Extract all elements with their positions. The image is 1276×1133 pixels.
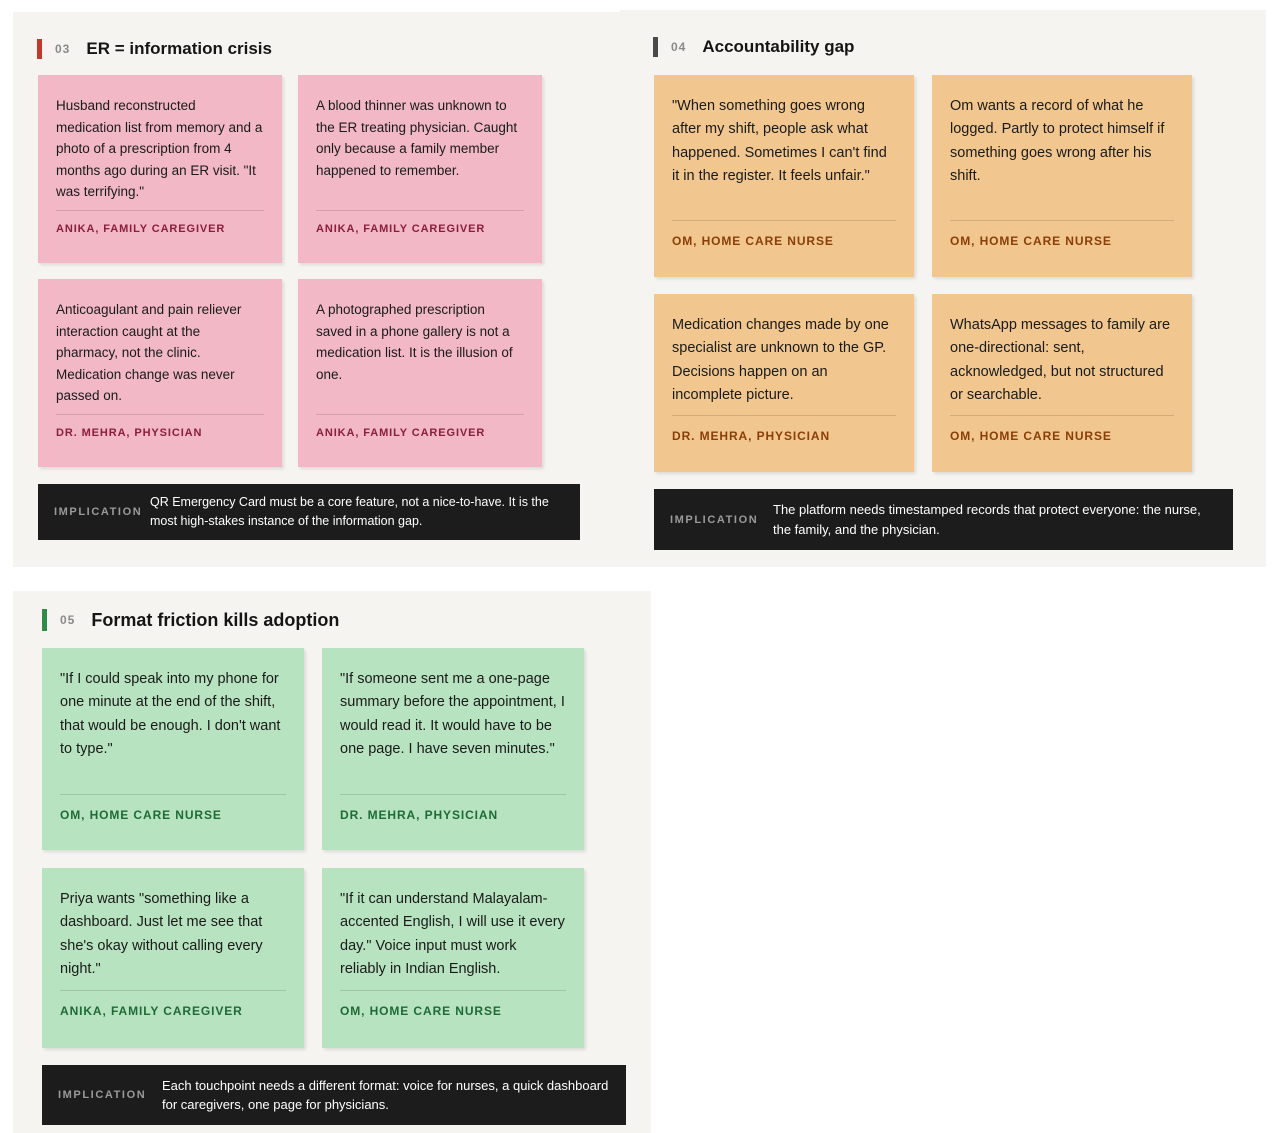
section-05-header — [42, 609, 339, 631]
insight-card — [298, 279, 542, 467]
insight-card — [654, 294, 914, 472]
implication-text: The platform needs timestamped records that protect everyone: the nurse, the family, and the physician. — [773, 502, 1201, 537]
card-attribution: ANIKA, FAMILY CAREGIVER — [316, 223, 486, 235]
card-divider — [672, 220, 896, 221]
card-divider — [56, 414, 264, 415]
insight-card — [42, 648, 304, 850]
card-quote: Anticoagulant and pain reliever interaction caught at the pharmacy, not the clinic. Medication change was never passed on. — [56, 302, 242, 403]
card-divider — [316, 210, 524, 211]
card-divider — [340, 794, 566, 795]
section-title: Accountability gap — [702, 37, 855, 56]
insight-card — [298, 75, 542, 263]
card-divider — [950, 220, 1174, 221]
section-title: Format friction kills adoption — [91, 609, 340, 630]
section-accent-bar — [653, 37, 658, 57]
implication-box — [654, 489, 1233, 550]
card-divider — [340, 990, 566, 991]
card-quote: Om wants a record of what he logged. Partly to protect himself if something goes wrong after his shift. — [950, 98, 1165, 184]
implication-label: IMPLICATION — [58, 1089, 147, 1101]
card-quote: Husband reconstructed medication list from memory and a photo of a prescription from 4 months ago during an ER visit. "It was terrifying." — [56, 98, 263, 199]
card-quote: "If I could speak into my phone for one minute at the end of the shift, that would be enough. I don't want to type." — [60, 671, 281, 757]
insight-card — [932, 75, 1192, 277]
card-quote: "If someone sent me a one-page summary before the appointment, I would read it. It would have to be one page. I have seven minutes." — [340, 671, 565, 757]
insight-card — [322, 868, 584, 1048]
section-number: 04 — [671, 40, 687, 54]
section-03-header — [37, 39, 272, 59]
insight-card — [38, 279, 282, 467]
card-divider — [672, 415, 896, 416]
section-04-header — [653, 37, 854, 57]
insight-card — [42, 868, 304, 1048]
card-quote: Medication changes made by one specialist are unknown to the GP. Decisions happen on an incomplete picture. — [672, 317, 889, 403]
section-accent-bar — [42, 609, 47, 631]
card-attribution: DR. MEHRA, PHYSICIAN — [56, 427, 203, 439]
card-divider — [60, 794, 286, 795]
card-attribution: OM, HOME CARE NURSE — [950, 234, 1112, 248]
insight-card — [932, 294, 1192, 472]
insight-card — [38, 75, 282, 263]
card-quote: WhatsApp messages to family are one-directional: sent, acknowledged, but not structured or searchable. — [950, 317, 1171, 403]
card-quote: A blood thinner was unknown to the ER treating physician. Caught only because a family member happened to remember. — [316, 98, 518, 178]
card-quote: "When something goes wrong after my shift, people ask what happened. Sometimes I can't find it in the register. It feels unfair." — [672, 98, 887, 184]
card-attribution: OM, HOME CARE NURSE — [672, 234, 834, 248]
card-attribution: ANIKA, FAMILY CAREGIVER — [316, 427, 486, 439]
section-title: ER = information crisis — [86, 39, 272, 58]
card-divider — [950, 415, 1174, 416]
card-attribution: ANIKA, FAMILY CAREGIVER — [56, 223, 226, 235]
card-attribution: OM, HOME CARE NURSE — [60, 808, 222, 822]
card-quote: "If it can understand Malayalam-accented English, I will use it every day." Voice input must work reliably in Indian English. — [340, 891, 565, 977]
section-number: 05 — [60, 613, 76, 627]
card-divider — [60, 990, 286, 991]
implication-box — [42, 1065, 626, 1125]
card-quote: A photographed prescription saved in a phone gallery is not a medication list. It is the illusion of one. — [316, 302, 513, 382]
card-attribution: DR. MEHRA, PHYSICIAN — [340, 808, 499, 822]
insight-card — [654, 75, 914, 277]
card-divider — [316, 414, 524, 415]
card-attribution: OM, HOME CARE NURSE — [340, 1004, 502, 1018]
card-attribution: DR. MEHRA, PHYSICIAN — [672, 429, 831, 443]
section-number: 03 — [55, 42, 71, 56]
implication-text: Each touchpoint needs a different format: voice for nurses, a quick dashboard for caregivers, one page for physicians. — [162, 1077, 609, 1112]
implication-box — [38, 484, 580, 540]
implication-text: QR Emergency Card must be a core feature, not a nice-to-have. It is the most high-stakes instance of the information gap. — [150, 494, 549, 528]
implication-label: IMPLICATION — [670, 513, 759, 526]
card-attribution: OM, HOME CARE NURSE — [950, 429, 1112, 443]
insight-card — [322, 648, 584, 850]
card-divider — [56, 210, 264, 211]
card-attribution: ANIKA, FAMILY CAREGIVER — [60, 1004, 243, 1018]
implication-label: IMPLICATION — [54, 506, 143, 518]
card-quote: Priya wants "something like a dashboard. Just let me see that she's okay without calling every night." — [60, 891, 263, 977]
section-accent-bar — [37, 39, 42, 59]
